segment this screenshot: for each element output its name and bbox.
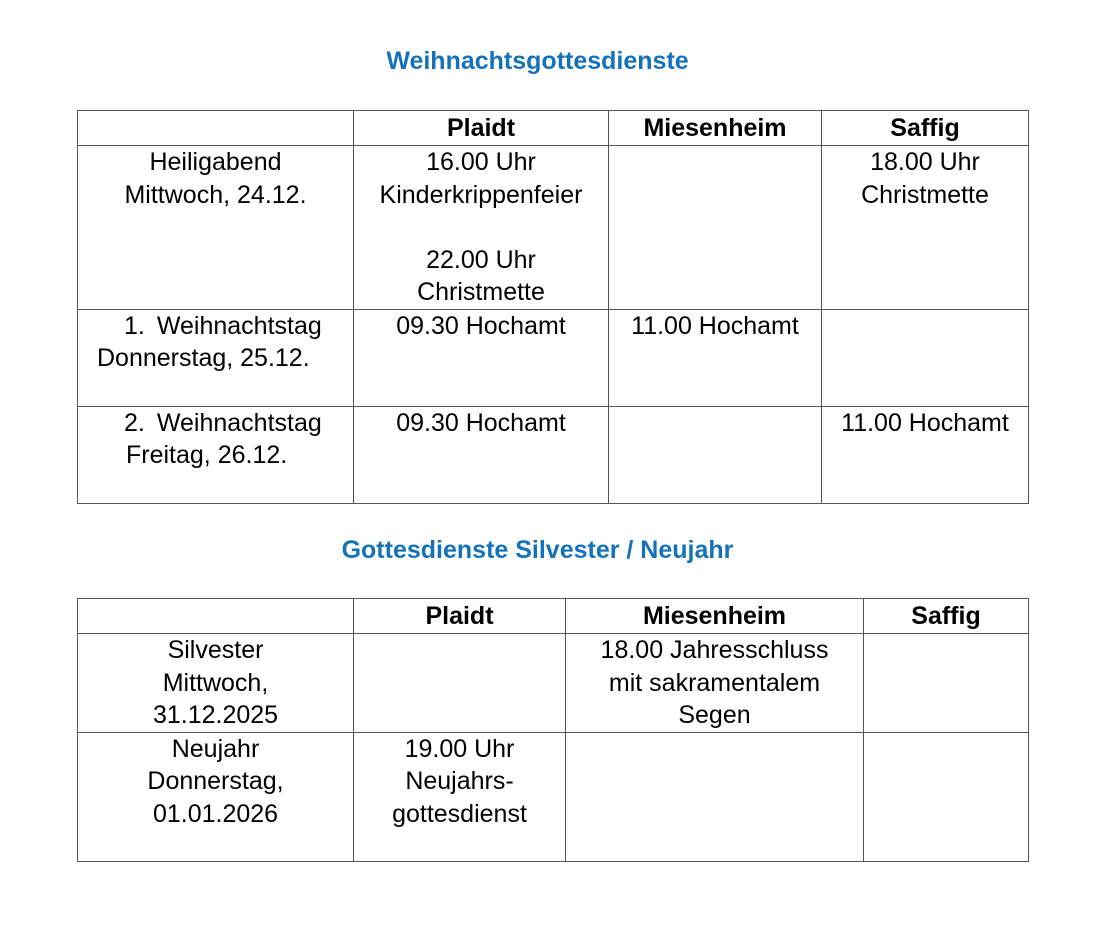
miesenheim-cell	[566, 634, 864, 733]
miesenheim-cell	[609, 309, 822, 406]
day-name: Weihnachtstag	[156, 311, 322, 340]
saffig-cell	[822, 309, 1029, 406]
day-cell	[78, 146, 354, 310]
table-header-row	[78, 111, 1029, 146]
plaidt-cell	[354, 146, 609, 310]
header-plaidt: Plaidt	[354, 111, 609, 146]
christmas-services-table	[77, 110, 1029, 504]
service-name: Christmette	[861, 180, 989, 209]
table-row	[78, 732, 1029, 861]
day-cell	[78, 406, 354, 503]
table-header-row	[78, 599, 1029, 634]
day-weekday: Mittwoch,	[162, 668, 269, 697]
table-row	[78, 146, 1029, 310]
service-name: Christmette	[417, 278, 545, 306]
saffig-cell	[864, 732, 1029, 861]
day-date: 01.01.2026	[152, 799, 279, 828]
service: 11.00 Hochamt	[631, 311, 799, 340]
table-row	[78, 406, 1029, 503]
service-line: mit sakramentalem	[608, 668, 821, 697]
table-row	[78, 309, 1029, 406]
header-miesenheim: Miesenheim	[609, 111, 822, 146]
day-date: Donnerstag, 25.12.	[97, 344, 310, 372]
service-time: 22.00 Uhr	[426, 245, 536, 274]
service-name: Kinderkrippenfeier	[379, 180, 583, 209]
day-date: Freitag, 26.12.	[126, 441, 288, 469]
service: 09.30 Hochamt	[396, 311, 566, 340]
service-time: 16.00 Uhr	[426, 148, 536, 176]
service: 11.00 Hochamt	[841, 408, 1009, 437]
saffig-cell	[864, 634, 1029, 733]
service-line: gottesdienst	[392, 799, 527, 828]
newyear-services-table	[77, 598, 1029, 862]
service-time: 18.00 Uhr	[870, 148, 980, 176]
day-name-line	[78, 407, 353, 440]
day-name: Heiligabend	[149, 148, 282, 176]
header-miesenheim: Miesenheim	[566, 599, 864, 634]
day-date: 31.12.2025	[152, 701, 279, 729]
day-cell	[78, 634, 354, 733]
plaidt-cell	[354, 309, 609, 406]
miesenheim-cell	[609, 146, 822, 310]
day-number: 2.	[124, 408, 145, 437]
day-name: Neujahr	[171, 734, 260, 763]
service: 09.30 Hochamt	[396, 408, 566, 437]
day-name: Silvester	[167, 636, 264, 664]
header-empty	[78, 111, 354, 146]
day-name: Weihnachtstag	[156, 408, 322, 437]
plaidt-cell	[354, 732, 566, 861]
line-gap	[354, 211, 608, 244]
plaidt-cell	[354, 406, 609, 503]
service-line: Segen	[678, 701, 751, 729]
service-line: 18.00 Jahresschluss	[600, 636, 829, 664]
header-saffig: Saffig	[822, 111, 1029, 146]
header-empty	[78, 599, 354, 634]
miesenheim-cell	[609, 406, 822, 503]
service-line: Neujahrs-	[405, 767, 514, 795]
newyear-services-title: Gottesdienste Silvester / Neujahr	[341, 536, 734, 564]
service-line: 19.00 Uhr	[404, 734, 515, 763]
saffig-cell	[822, 406, 1029, 503]
table-row	[78, 634, 1029, 733]
day-weekday: Donnerstag,	[147, 767, 284, 795]
header-saffig: Saffig	[864, 599, 1029, 634]
day-name-line	[78, 310, 353, 343]
day-cell	[78, 309, 354, 406]
day-cell	[78, 732, 354, 861]
day-date: Mittwoch, 24.12.	[124, 180, 307, 209]
plaidt-cell	[354, 634, 566, 733]
day-number: 1.	[124, 311, 145, 340]
header-plaidt: Plaidt	[354, 599, 566, 634]
miesenheim-cell	[566, 732, 864, 861]
christmas-services-title: Weihnachtsgottesdienste	[386, 47, 689, 75]
saffig-cell	[822, 146, 1029, 310]
